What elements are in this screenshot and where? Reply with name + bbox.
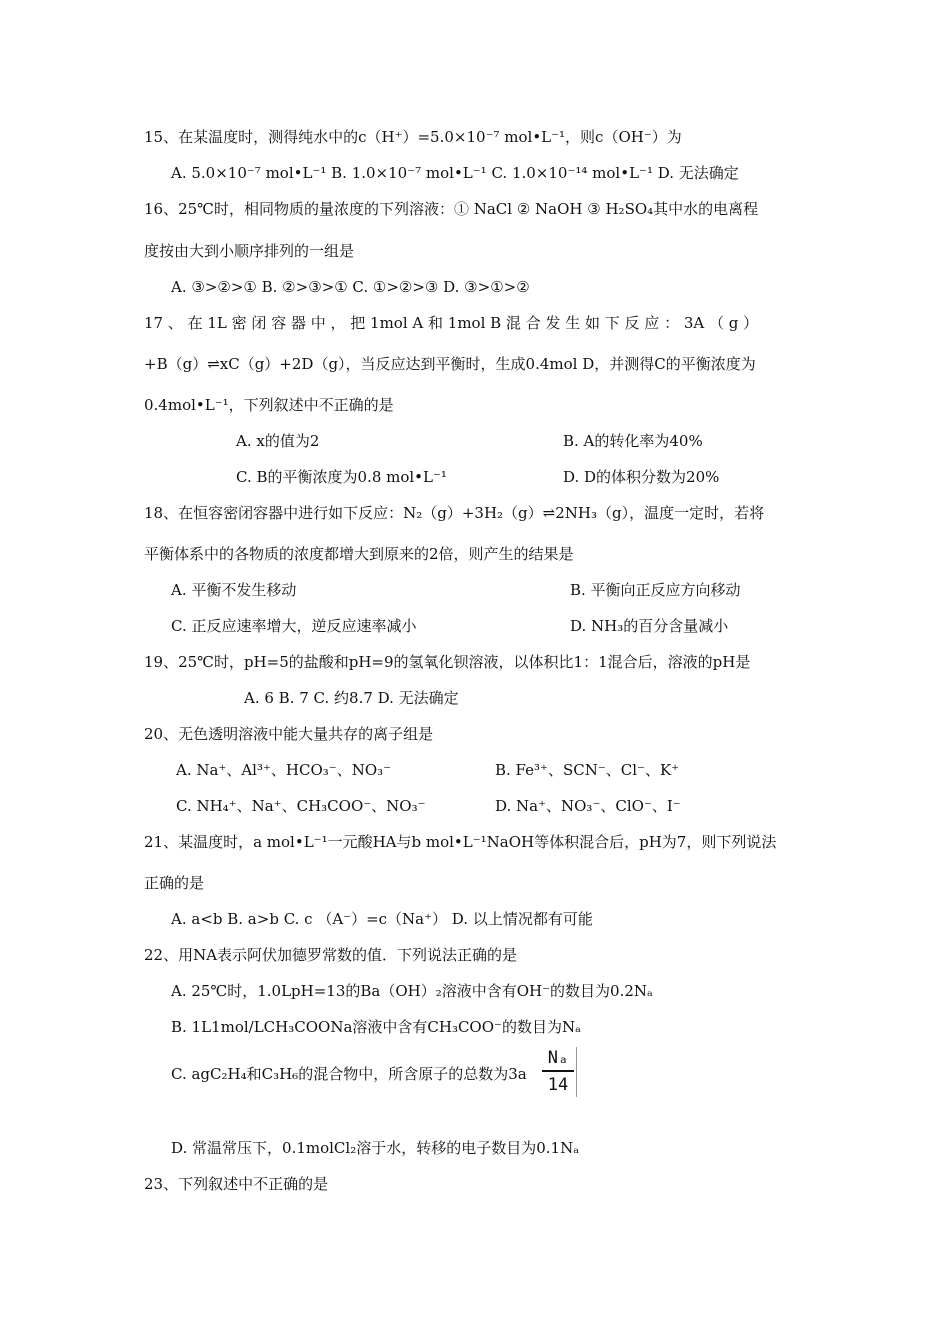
q23-stem: 23、下列叙述中不正确的是 <box>144 1175 329 1193</box>
q20-stem: 20、无色透明溶液中能大量共存的离子组是 <box>144 725 434 743</box>
q21-stem-line1: 21、某温度时，a mol•L⁻¹一元酸HA与b mol•L⁻¹NaOH等体积混合后，pH为7，则下列说法 <box>144 833 777 851</box>
q20-option-d: D. Na⁺、NO₃⁻、ClO⁻、I⁻ <box>495 797 681 815</box>
q16-stem-line2: 度按由大到小顺序排列的一组是 <box>144 242 355 260</box>
q22-option-c-fraction <box>540 1047 577 1097</box>
q16-options: A. ③>②>① B. ②>③>① C. ①>②>③ D. ③>①>② <box>171 278 530 296</box>
q22-stem: 22、用NA表示阿伏加德罗常数的值．下列说法正确的是 <box>144 946 518 964</box>
q20-option-b: B. Fe³⁺、SCN⁻、Cl⁻、K⁺ <box>495 761 680 779</box>
fraction-numerator: Nₐ <box>547 1048 569 1068</box>
q17-option-c: C. B的平衡浓度为0.8 mol•L⁻¹ <box>236 468 447 486</box>
q17-stem-line3: 0.4mol•L⁻¹，下列叙述中不正确的是 <box>144 396 394 414</box>
q17-stem-line1: 17 、 在 1L 密 闭 容 器 中 ， 把 1mol A 和 1mol B 混 合 发 生 如 下 反 应 ： 3A （ g ） <box>144 314 759 332</box>
q21-stem-line2: 正确的是 <box>144 874 205 892</box>
q17-stem-line2: +B（g）⇌xC（g）+2D（g），当反应达到平衡时，生成0.4mol D，并测得C的平衡浓度为 <box>144 355 756 373</box>
q18-option-b: B. 平衡向正反应方向移动 <box>570 581 741 599</box>
fraction-bar <box>542 1070 574 1072</box>
q19-stem: 19、25℃时，pH=5的盐酸和pH=9的氢氧化钡溶液，以体积比1：1混合后，溶液的pH是 <box>144 653 751 671</box>
q18-option-d: D. NH₃的百分含量减小 <box>570 617 729 635</box>
q18-stem-line2: 平衡体系中的各物质的浓度都增大到原来的2倍，则产生的结果是 <box>144 545 574 563</box>
q20-option-c: C. NH₄⁺、Na⁺、CH₃COO⁻、NO₃⁻ <box>176 797 426 815</box>
fraction-denominator: 14 <box>547 1075 569 1095</box>
q17-option-d: D. D的体积分数为20% <box>563 468 720 486</box>
q17-option-b: B. A的转化率为40% <box>563 432 703 450</box>
q22-option-d: D. 常温常压下，0.1molCl₂溶于水，转移的电子数目为0.1Nₐ <box>171 1139 579 1157</box>
q17-option-a: A. x的值为2 <box>236 432 320 450</box>
q19-options: A. 6 B. 7 C. 约8.7 D. 无法确定 <box>244 689 459 707</box>
q15-stem: 15、在某温度时，测得纯水中的c（H⁺）=5.0×10⁻⁷ mol•L⁻¹，则c（OH⁻）为 <box>144 128 682 146</box>
q22-option-c: C. agC₂H₄和C₃H₆的混合物中，所含原子的总数为3a <box>171 1065 527 1083</box>
q18-option-c: C. 正反应速率增大，逆反应速率减小 <box>171 617 417 635</box>
q22-option-a: A. 25℃时，1.0LpH=13的Ba（OH）₂溶液中含有OH⁻的数目为0.2Nₐ <box>171 982 653 1000</box>
q18-option-a: A. 平衡不发生移动 <box>171 581 297 599</box>
q16-stem-line1: 16、25℃时，相同物质的量浓度的下列溶液：① NaCl ② NaOH ③ H₂SO₄其中水的电离程 <box>144 200 759 218</box>
q15-options: A. 5.0×10⁻⁷ mol•L⁻¹ B. 1.0×10⁻⁷ mol•L⁻¹ C. 1.0×10⁻¹⁴ mol•L⁻¹ D. 无法确定 <box>171 164 739 182</box>
q20-option-a: A. Na⁺、Al³⁺、HCO₃⁻、NO₃⁻ <box>176 761 392 779</box>
q22-option-b: B. 1L1mol/LCH₃COONa溶液中含有CH₃COO⁻的数目为Nₐ <box>171 1018 581 1036</box>
q21-options: A. a<b B. a>b C. c （A⁻）=c（Na⁺） D. 以上情况都有可能 <box>171 910 593 928</box>
q18-stem-line1: 18、在恒容密闭容器中进行如下反应：N₂（g）+3H₂（g）⇌2NH₃（g），温度一定时，若将 <box>144 504 765 522</box>
